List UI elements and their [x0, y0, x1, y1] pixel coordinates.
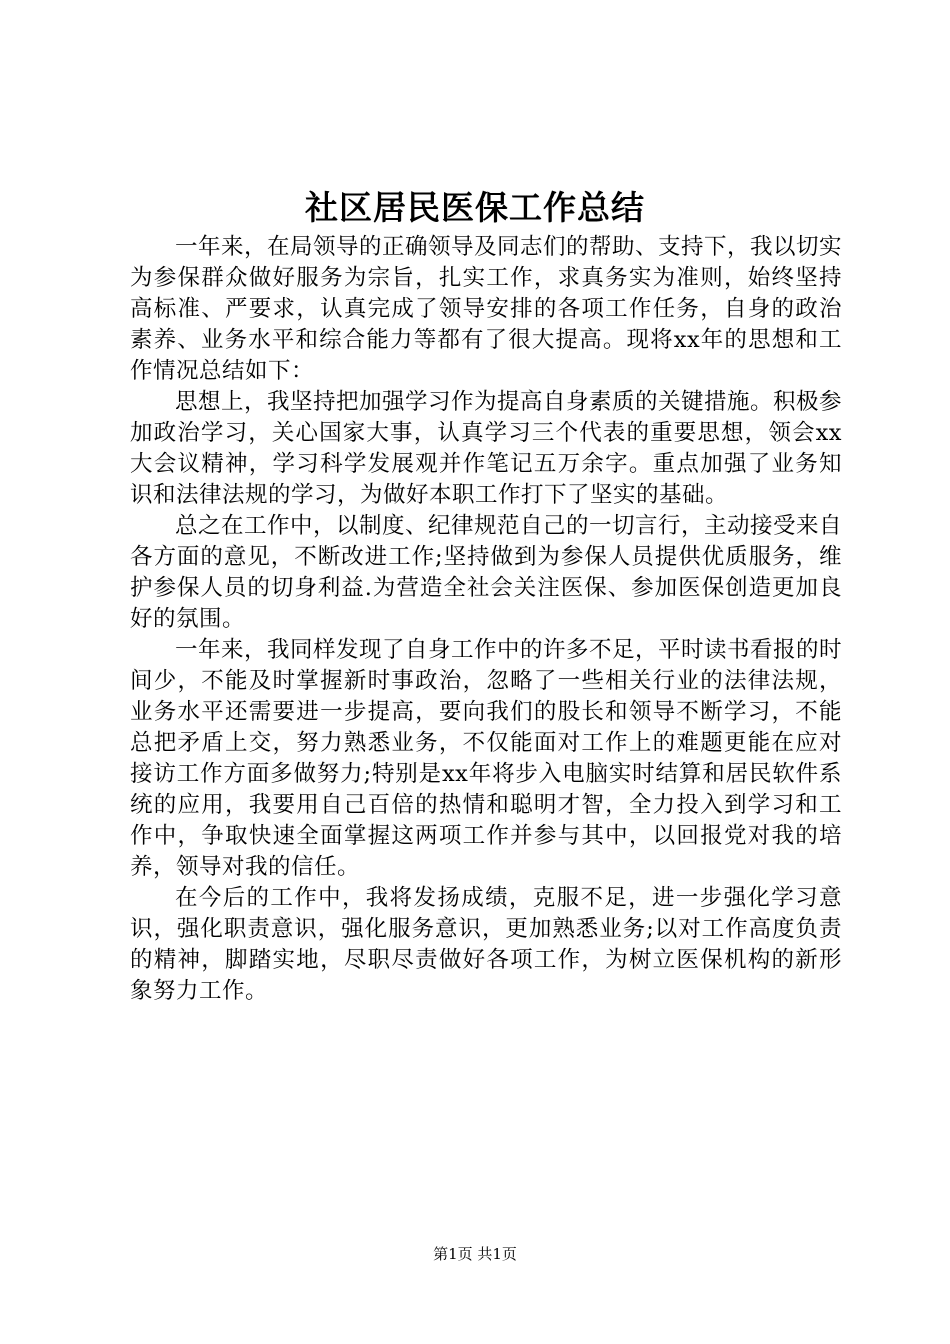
paragraph-intro: 一年来，在局领导的正确领导及同志们的帮助、支持下，我以切实为参保群众做好服务为宗旨，扎实工作，求真务实为准则，始终坚持高标准、严要求，认真完成了领导安排的各项工作任务，自身的政治素养、业务水平和综合能力等都有了很大提高。现将xx年的思想和工作情况总结如下：	[130, 234, 843, 384]
paragraph-future: 在今后的工作中，我将发扬成绩，克服不足，进一步强化学习意识，强化职责意识，强化服务意识，更加熟悉业务;以对工作高度负责的精神，脚踏实地，尽职尽责做好各项工作，为树立医保机构的新形象努力工作。	[130, 885, 842, 1004]
document-body	[130, 232, 842, 1007]
paragraph-shortcomings: 一年来，我同样发现了自身工作中的许多不足，平时读书看报的时间少，不能及时掌握新时事政治，忽略了一些相关行业的法律法规，业务水平还需要进一步提高，要向我们的股长和领导不断学习，不能总把矛盾上交，努力熟悉业务，不仅能面对工作上的难题更能在应对接访工作方面多做努力;特别是xx年将步入电脑实时结算和居民软件系统的应用，我要用自己百倍的热情和聪明才智，全力投入到学习和工作中，争取快速全面掌握这两项工作并参与其中，以回报党对我的培养，领导对我的信任。	[130, 637, 843, 880]
paragraph-thinking: 思想上，我坚持把加强学习作为提高自身素质的关键措施。积极参加政治学习，关心国家大事，认真学习三个代表的重要思想，领会xx大会议精神，学习科学发展观并作笔记五万余字。重点加强了业务知识和法律法规的学习，为做好本职工作打下了坚实的基础。	[130, 389, 843, 508]
paragraph-work: 总之在工作中，以制度、纪律规范自己的一切言行，主动接受来自各方面的意见，不断改进工作;坚持做到为参保人员提供优质服务，维护参保人员的切身利益.为营造全社会关注医保、参加医保创造更加良好的氛围。	[130, 513, 843, 632]
page-footer: 第1页 共1页	[433, 1245, 517, 1263]
document-title: 社区居民医保工作总结	[305, 188, 645, 227]
